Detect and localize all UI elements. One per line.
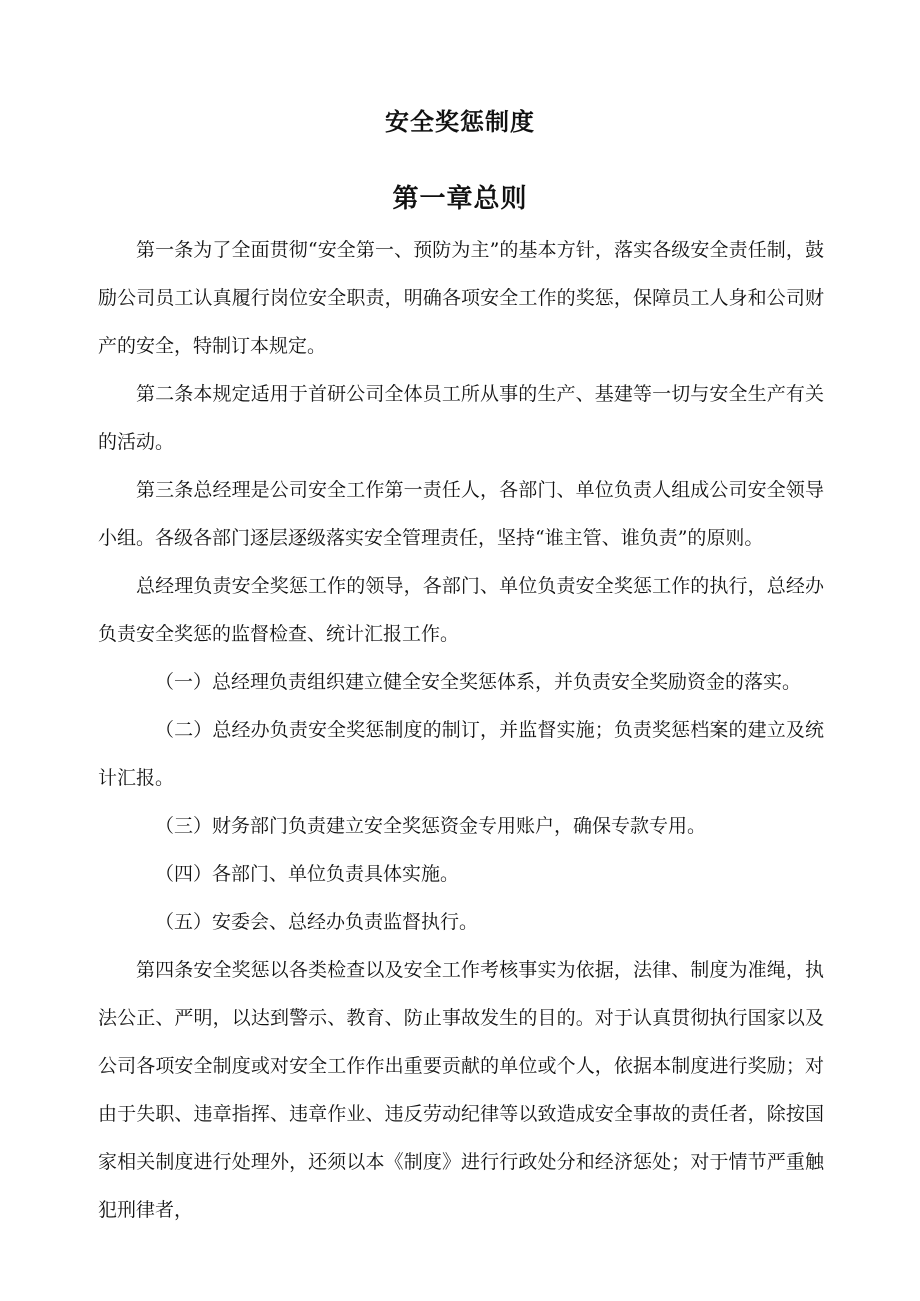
responsibility-paragraph: 总经理负责安全奖惩工作的领导，各部门、单位负责安全奖惩工作的执行，总经办负责安全奖惩的监督检查、统计汇报工作。 (98, 575, 824, 645)
article-3-paragraph: 第三条总经理是公司安全工作第一责任人，各部门、单位负责人组成公司安全领导小组。各级各部门逐层逐级落实安全管理责任，坚持“谁主管、谁负责”的原则。 (98, 479, 824, 549)
list-item-1: （一）总经理负责组织建立健全安全奖惩体系，并负责安全奖励资金的落实。 (155, 671, 802, 693)
article-2-paragraph: 第二条本规定适用于首研公司全体员工所从事的生产、基建等一切与安全生产有关的活动。 (98, 383, 824, 453)
list-item-5: （五）安委会、总经办负责监督执行。 (155, 911, 479, 933)
article-4-paragraph: 第四条安全奖惩以各类检查以及安全工作考核事实为依据，法律、制度为准绳，执法公正、严明，以达到警示、教育、防止事故发生的目的。对于认真贯彻执行国家以及公司各项安全制度或对安全工作作出重要贡献的单位或个人，依据本制度进行奖励；对由于失职、违章指挥、违章作业、违反劳动纪律等以致造成安全事故的责任者，除按国家相关制度进行处理外，还须以本《制度》进行行政处分和经济惩处；对于情节严重触犯刑律者， (98, 959, 824, 1221)
list-item-4: （四）各部门、单位负责具体实施。 (155, 863, 460, 885)
list-item-2: （二）总经办负责安全奖惩制度的制订，并监督实施；负责奖惩档案的建立及统计汇报。 (98, 719, 824, 789)
chapter-title: 第一章总则 (392, 184, 528, 214)
document-title: 安全奖惩制度 (385, 108, 535, 136)
list-item-3: （三）财务部门负责建立安全奖惩资金专用账户，确保专款专用。 (155, 815, 707, 837)
article-1-paragraph: 第一条为了全面贯彻“安全第一、预防为主”的基本方针，落实各级安全责任制，鼓励公司员工认真履行岗位安全职责，明确各项安全工作的奖惩，保障员工人身和公司财产的安全，特制订本规定。 (98, 239, 824, 357)
document-body (98, 226, 824, 1234)
